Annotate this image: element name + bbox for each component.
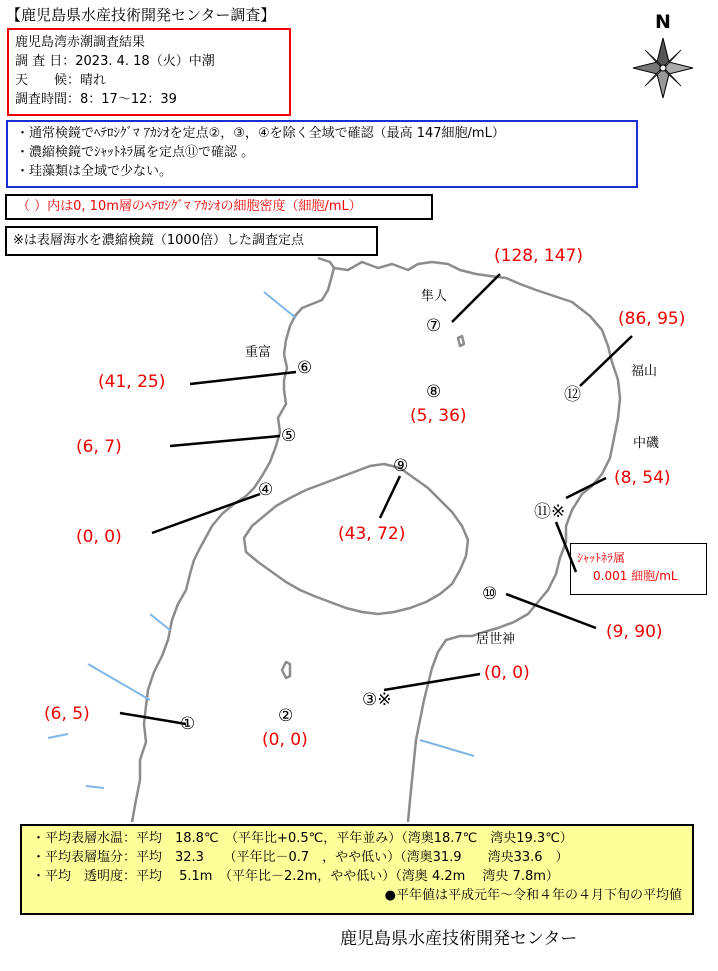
concentrate-legend: ※は表層海水を濃縮検鏡（1000倍）した調査定点 [5,226,378,256]
station-3-value: (0, 0) [484,663,530,683]
station-4-value: (0, 0) [76,527,122,547]
station-10-marker: ⑩ [482,584,498,604]
station-2-marker: ② [278,706,294,726]
leader-line-1 [120,713,186,724]
survey-info-box [7,28,291,116]
leader-line-3 [384,674,480,690]
station-8-marker: ⑧ [426,382,442,402]
place-koseji: 居世神 [476,632,516,647]
chattonella-name: ｼｬｯﾄﾈﾗ属 [577,551,626,565]
summary-box [20,824,694,915]
station-12-marker: ⑫ [564,385,581,405]
leader-line-11 [566,478,606,498]
finding-line: ・珪藻類は全域で少ない。 [16,164,173,179]
finding-line: ・通常検鏡でﾍﾃﾛｼｸﾞﾏ ｱｶｼｵを定点②，③，④を除く全域で確認（最高 147細胞/mL） [16,126,505,141]
compass-north-icon [628,8,698,102]
finding-line: ・濃縮検鏡でｼｬｯﾄﾈﾗ属を定点⑪で確認 。 [16,145,255,160]
station-7-value: (128, 147) [494,246,583,266]
summary-salinity: ・平均表層塩分：平均 32.3 （平年比－0.7 ，やや低い）（湾奥31.9 湾央33.6 ） [32,850,569,865]
leader-line-5 [170,436,280,446]
station-5-marker: ⑤ [281,426,297,446]
station-6-value: (41, 25) [98,372,166,392]
leader-line-9 [380,476,400,518]
leader-line-10 [506,594,596,628]
footer-organization: 鹿児島県水産技術開発センター [340,929,578,949]
leader-line-6 [190,372,296,384]
station-4-marker: ④ [258,480,274,500]
place-nakaiso: 中磯 [633,436,660,451]
findings-box [6,120,638,188]
place-hayato: 隼人 [421,289,448,304]
station-10-value: (9, 90) [606,622,663,642]
station-12-value: (86, 95) [618,309,686,329]
station-2-value: (0, 0) [262,730,308,750]
river-2 [88,664,150,700]
page-title: 【鹿児島県水産技術開発センター調査】 [6,6,276,24]
survey-time: 調査時間：8：17～12：39 [15,92,177,107]
islet-1 [282,662,290,678]
survey-date: 調 査 日：2023. 4. 18（火）中潮 [15,54,215,69]
compass-n-label: N [655,11,671,33]
place-shigetomi: 重富 [245,345,272,360]
station-7-marker: ⑦ [426,316,442,336]
density-legend: （ ）内は0, 10m層のﾍﾃﾛｼｸﾞﾏ ｱｶｼｵの細胞密度（細胞/mL） [5,194,433,220]
station-8-value: (5, 36) [410,406,467,426]
survey-weather: 天 候：晴れ [15,73,107,88]
river-4 [48,734,68,738]
station-9-marker: ⑨ [393,456,409,476]
survey-heading: 鹿児島湾赤潮調査結果 [15,35,146,50]
station-9-value: (43, 72) [338,524,406,544]
station-6-marker: ⑥ [297,358,313,378]
station-3-marker: ③※ [362,690,392,710]
summary-note: ●平年値は平成元年～令和４年の４月下旬の平均値 [384,888,682,903]
place-fukuyama: 福山 [631,364,658,379]
station-1-value: (6, 5) [44,704,90,724]
chattonella-box [570,543,707,595]
chattonella-value: 0.001 細胞/mL [593,569,678,583]
leader-line-7 [452,274,500,322]
river-5 [86,786,104,788]
station-1-marker: ① [180,714,196,734]
station-5-value: (6, 7) [76,437,122,457]
station-11-marker: ⑪※ [534,502,566,522]
station-11-value: (8, 54) [614,468,671,488]
summary-temperature: ・平均表層水温：平均 18.8℃ （平年比+0.5℃，平年並み）（湾奥18.7℃ 湾央19.3℃） [32,831,573,846]
river-3 [150,614,170,630]
leader-line-4 [152,494,260,533]
river-6 [420,740,474,756]
islet-2 [458,336,464,346]
river-1 [264,292,296,318]
summary-transparency: ・平均 透明度：平均 5.1m （平年比－2.2m，やや低い）（湾奥 4.2m 湾央 7.8m） [32,869,559,884]
